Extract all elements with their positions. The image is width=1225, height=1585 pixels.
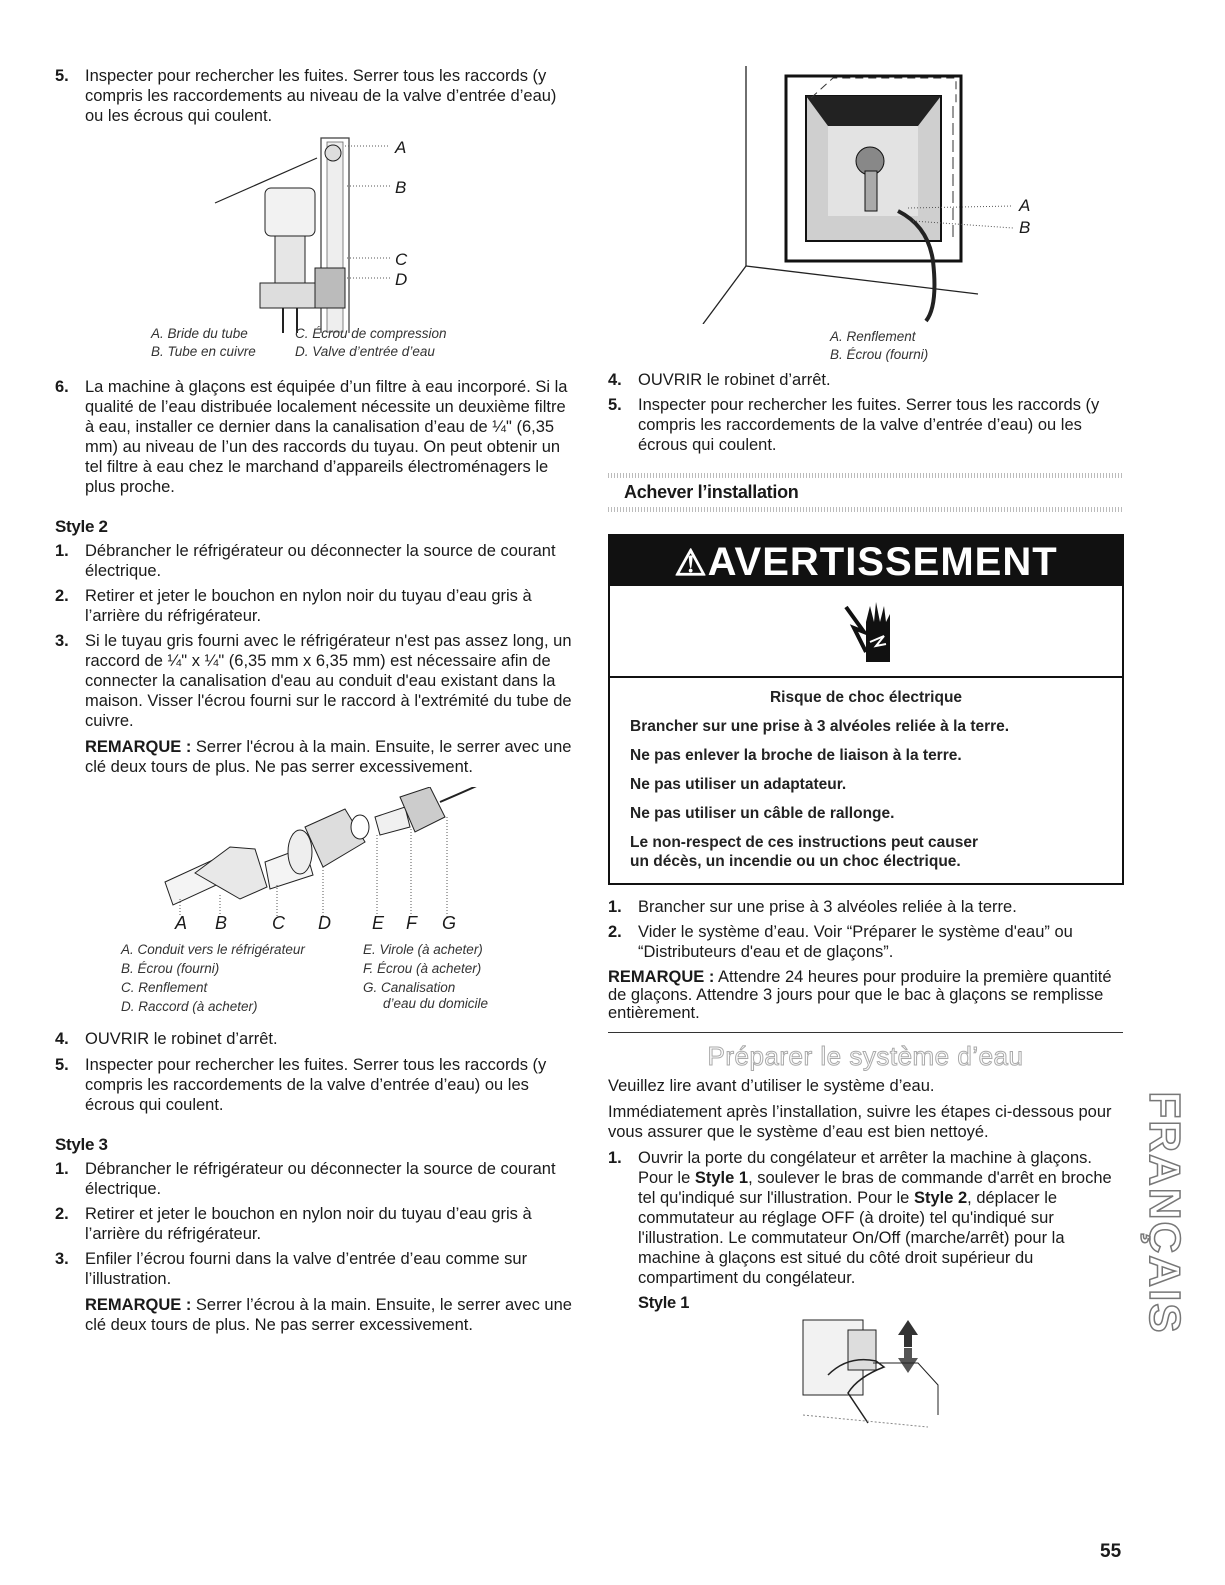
figure-1-caption: A. Bride du tube B. Tube en cuivre C. Écrou de compression D. Valve d’entrée d’eau [151, 326, 447, 359]
figure-3-caption: A. Renflement B. Écrou (fourni) [830, 329, 929, 362]
style2-note: REMARQUE : Serrer l'écrou à la main. Ensuite, le serrer avec une clé deux tours de plus. Ne pas serrer excessivement. [85, 738, 572, 776]
style2-step-4: 4. OUVRIR le robinet d’arrêt. [55, 1030, 278, 1048]
figure-letter: D [318, 913, 331, 933]
step-6-filter: 6. La machine à glaçons est équipée d’un filtre à eau incorporé. Si la qualité de l’eau distribuée localement nécessite un deuxième filtre à eau, installer ce dernier dans la canalisation d’eau de ¼" (6,35 mm) au niveau de l’un des raccords du tuyau. On peut obtenir un tel filtre à eau chez le marchand d’appareils électroménagers le plus proche. [55, 378, 568, 496]
figure-letter: C [395, 250, 408, 269]
fittings-illustration [55, 787, 575, 917]
figure-fittings [55, 787, 575, 937]
figure-letter: G [442, 913, 457, 933]
style-1-heading: Style 1 [638, 1294, 690, 1312]
section-rule [608, 1032, 1123, 1033]
water-valve-illustration [55, 128, 575, 333]
finish-note: REMARQUE : Attendre 24 heures pour produire la première quantité de glaçons. Attendre 3 jours pour que le bac à glaçons se remplisse entièrement. [608, 968, 1112, 1022]
style3-step-3: 3. Enfiler l’écrou fourni dans la valve d’entrée d’eau comme sur l’illustration. [55, 1250, 528, 1288]
section-rule [608, 507, 1123, 512]
section-rule [608, 473, 1123, 478]
figure-letter: E [372, 913, 385, 933]
finish-step-2: 2. Vider le système d’eau. Voir “Préparer le système d'eau” ou “Distributeurs d'eau et de glaçons”. [608, 923, 1073, 961]
figure-letter: B [395, 178, 407, 197]
figure-letter: B [215, 913, 228, 933]
warning-text: Risque de choc électrique Brancher sur une prise à 3 alvéoles reliée à la terre. Ne pas enlever la broche de liaison à la terre. Ne pas utiliser un adaptateur. Ne pas utiliser un câble de rallonge. Le non-respect de ces instructions peut causer un décès, un incendie ou un choc électrique. [630, 689, 1010, 870]
step-5-inspect: 5. Inspecter pour rechercher les fuites. Serrer tous les raccords (y compris les raccordements au niveau de la valve d’entrée d’eau) ou les écrous qui coulent. [55, 67, 557, 125]
style2-step-1: 1. Débrancher le réfrigérateur ou déconnecter la source de courant électrique. [55, 542, 556, 580]
style-2-heading: Style 2 [55, 517, 108, 536]
figure-letter: A [175, 913, 188, 933]
prep-step-1: 1. Ouvrir la porte du congélateur et arrêter la machine à glaçons. Pour le Style 1, soulever le bras de commande d'arrêt en broche tel qu'indiqué sur l'illustration. Pour le Style 2, déplacer le commutateur au réglage OFF (à droite) tel qu'indiqué sur l'illustration. Le commutateur On/Off (marche/arrêt) pour la machine à glaçons est situé du côté droit supérieur du compartiment du congélateur. [608, 1149, 1112, 1287]
figure-letter: C [272, 913, 285, 933]
figure-ice-arm [608, 1315, 1123, 1435]
ice-maker-arm-illustration [608, 1315, 1123, 1435]
shock-hazard-icon [610, 586, 1122, 678]
finish-step-1: 1. Brancher sur une prise à 3 alvéoles reliée à la terre. [608, 898, 1017, 916]
prep-paragraph-1: Veuillez lire avant d’utiliser le système d’eau. [608, 1077, 935, 1095]
figure-water-valve [55, 128, 575, 333]
style-3-heading: Style 3 [55, 1135, 108, 1154]
language-side-tab: FRANÇAIS [1140, 1091, 1189, 1335]
style2-step-5: 5. Inspecter pour rechercher les fuites. Serrer tous les raccords (y compris les raccordements de la valve d’entrée d’eau) ou les écrous qui coulent. [55, 1056, 547, 1114]
figure-letter: A [395, 138, 407, 157]
inlet-box-illustration [608, 66, 1123, 324]
figure-letter: D [395, 270, 408, 289]
style3-step-2: 2. Retirer et jeter le bouchon en nylon noir du tuyau d’eau gris à l’arrière du réfrigérateur. [55, 1205, 532, 1243]
figure-letter: F [406, 913, 417, 933]
style3-note: REMARQUE : Serrer l’écrou à la main. Ensuite, le serrer avec une clé deux tours de plus. Ne pas serrer excessivement. [85, 1296, 572, 1334]
warning-box [608, 534, 1124, 885]
prep-paragraph-2: Immédiatement après l’installation, suivre les étapes ci-dessous pour vous assurer que le système d’eau est bien nettoyé. [608, 1103, 1112, 1141]
style2-step-3: 3. Si le tuyau gris fourni avec le réfrigérateur n'est pas assez long, un raccord de ¼" x ¼" (6,35 mm x 6,35 mm) est nécessaire afin de connecter la canalisation d'eau au conduit d'eau existant dans la maison. Visser l'écrou fourni sur le raccord à l'extrémité du tube de cuivre. [55, 632, 572, 730]
style3-step-1: 1. Débrancher le réfrigérateur ou déconnecter la source de courant électrique. [55, 1160, 556, 1198]
figure-inlet-box [608, 66, 1123, 324]
figure-2-caption: A. Conduit vers le réfrigérateur B. Écrou (fourni) C. Renflement D. Raccord (à acheter) E. Virole (à acheter) F. Écrou (à acheter) G. Canalisation d’eau du domicile [121, 942, 489, 1014]
step-5-inspect-right: 5. Inspecter pour rechercher les fuites. Serrer tous les raccords (y compris les raccordements de la valve d’entrée d’eau) ou les écrous qui coulent. [608, 396, 1100, 454]
section-heading-preparer: Préparer le système d’eau [707, 1041, 1024, 1071]
figure-letter: A [1019, 196, 1031, 215]
warning-triangle-icon: ⚠ [674, 542, 708, 583]
page-number: 55 [1100, 1541, 1122, 1562]
figure-letter: B [1019, 218, 1031, 237]
section-heading-achever: Achever l’installation [624, 482, 799, 502]
style2-step-2: 2. Retirer et jeter le bouchon en nylon noir du tuyau d’eau gris à l’arrière du réfrigérateur. [55, 587, 532, 625]
left-column [55, 66, 575, 1335]
step-4-open-valve: 4. OUVRIR le robinet d’arrêt. [608, 371, 831, 389]
right-column [608, 66, 1123, 1435]
warning-header: ⚠AVERTISSEMENT [610, 536, 1122, 586]
